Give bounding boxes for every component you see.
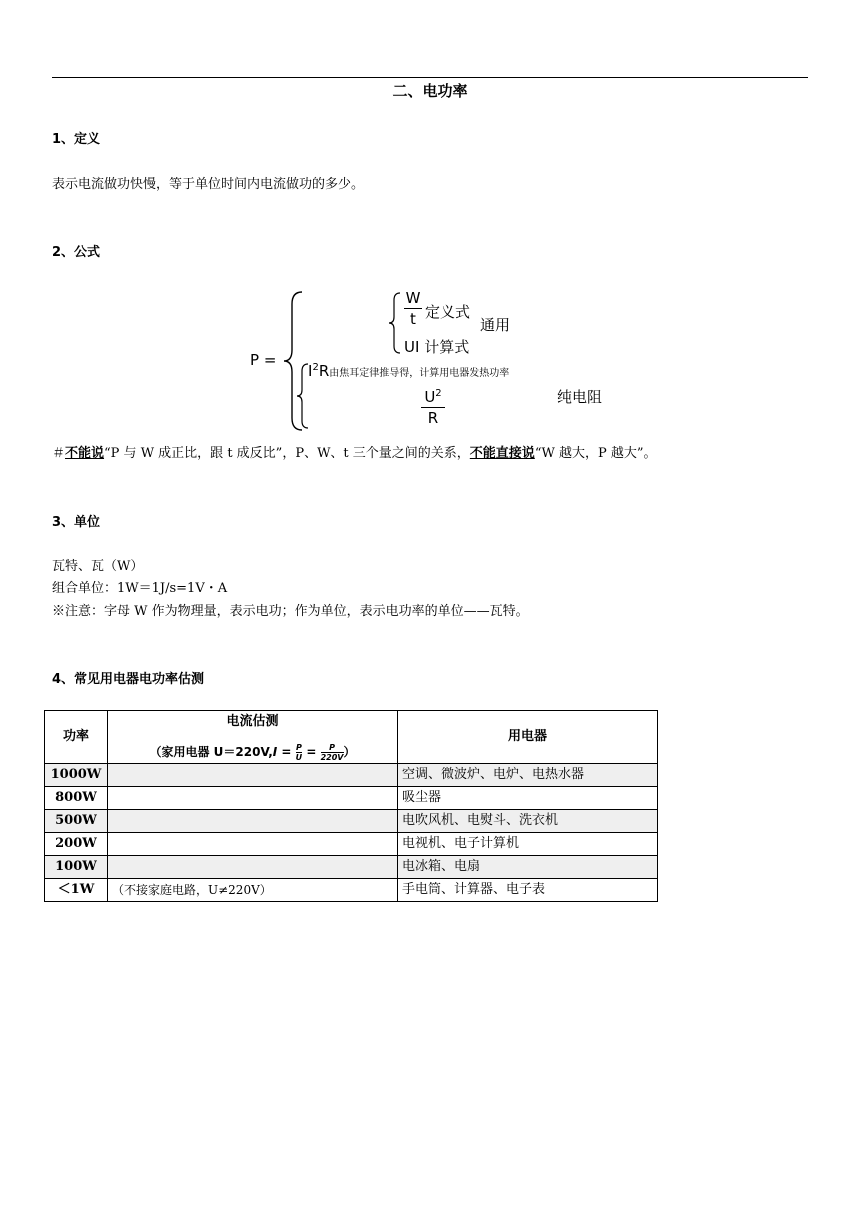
header-rule (52, 77, 808, 78)
w-over-t-fraction (404, 289, 422, 328)
power-cell: 800W (45, 787, 108, 810)
section-4-heading: 4、常见用电器电功率估测 (52, 672, 205, 687)
frac-u: U (295, 753, 303, 762)
section-2-heading: 2、公式 (52, 245, 101, 260)
i-symbol: I (308, 362, 313, 380)
u-squared-over-r-fraction (421, 388, 445, 427)
table-row (45, 856, 658, 879)
devices-cell: 电冰箱、电扇 (398, 856, 658, 879)
page-title: 二、电功率 (392, 82, 468, 100)
devices-cell: 电吹风机、电熨斗、洗衣机 (398, 810, 658, 833)
note-end: “W 越大，P 越大”。 (534, 446, 657, 461)
frac-p-2: P (329, 743, 335, 752)
table-header-row (45, 711, 658, 764)
fraction-w: W (405, 289, 421, 307)
current-cell (108, 810, 398, 833)
header-current-formula (112, 741, 393, 763)
power-cell: 1000W (45, 764, 108, 787)
unit-line-1: 瓦特、瓦（W） (52, 559, 144, 574)
power-cell: 500W (45, 810, 108, 833)
devices-cell: 空调、微波炉、电炉、电热水器 (398, 764, 658, 787)
note-middle: “P 与 W 成正比，跟 t 成反比”，P、W、t 三个量之间的关系， (104, 446, 470, 461)
current-cell (108, 787, 398, 810)
i-exponent: 2 (312, 362, 319, 373)
table-row (45, 833, 658, 856)
formula-i: I (272, 745, 278, 759)
pure-resistance-label: 纯电阻 (557, 388, 603, 406)
frac-p: P (295, 743, 302, 752)
header-devices: 用电器 (398, 711, 658, 764)
appliance-power-table (44, 710, 658, 902)
fraction-t: t (410, 310, 416, 328)
i-squared-r-formula (308, 362, 509, 380)
table-row (45, 879, 658, 902)
devices-cell: 电视机、电子计算机 (398, 833, 658, 856)
power-cell: ＜1W (45, 879, 108, 902)
header-current-title: 电流估测 (226, 714, 279, 729)
table-row (45, 810, 658, 833)
fraction-r: R (427, 409, 439, 427)
power-cell: 100W (45, 856, 108, 879)
current-cell (108, 764, 398, 787)
frac-220v: 220V (320, 753, 344, 762)
inner-brace-general-icon (388, 291, 402, 355)
devices-cell: 吸尘器 (398, 787, 658, 810)
general-label: 通用 (480, 316, 511, 334)
p-equals: P = (250, 351, 277, 369)
devices-cell: 手电筒、计算器、电子表 (398, 879, 658, 902)
note-cannot-directly-say: 不能直接说 (469, 446, 535, 461)
current-cell: （不接家庭电路，U≠220V） (108, 879, 398, 902)
p-over-u-fraction (296, 743, 303, 762)
header-power: 功率 (45, 711, 108, 764)
ui-text: UI (404, 338, 420, 356)
u-exponent: 2 (435, 388, 442, 399)
fraction-u-squared (421, 388, 445, 406)
unit-line-2: 组合单位：1W＝1J/s=1V・A (52, 581, 228, 596)
current-cell (108, 856, 398, 879)
joule-law-note: 由焦耳定律推导得，计算用电器发热功率 (329, 368, 510, 379)
section-3-heading: 3、单位 (52, 515, 101, 530)
header-current (108, 711, 398, 764)
formula-prefix: （家用电器 U＝220V, (149, 745, 273, 759)
formula-note (52, 442, 656, 461)
u-symbol: U (424, 388, 436, 406)
current-cell (108, 833, 398, 856)
power-cell: 200W (45, 833, 108, 856)
r-symbol: R (318, 362, 330, 380)
p-over-220v-fraction (321, 743, 344, 762)
calculation-formula-label: 计算式 (424, 338, 470, 356)
definition-formula-label: 定义式 (425, 303, 471, 321)
section-1-heading: 1、定义 (52, 132, 101, 147)
note-cannot-say: 不能说 (65, 446, 105, 461)
table-row (45, 787, 658, 810)
definition-text: 表示电流做功快慢，等于单位时间内电流做功的多少。 (52, 177, 365, 192)
note-hash: ＃ (52, 446, 66, 461)
ui-formula (404, 336, 469, 357)
formula-eq-1: = (281, 745, 292, 759)
formula-suffix: ） (343, 745, 356, 759)
fraction-bar (404, 308, 422, 309)
fraction-bar (421, 407, 445, 408)
formula-eq-2: = (306, 745, 317, 759)
unit-line-3: ※注意：字母 W 作为物理量，表示电功；作为单位，表示电功率的单位——瓦特。 (52, 604, 529, 619)
table-row (45, 764, 658, 787)
